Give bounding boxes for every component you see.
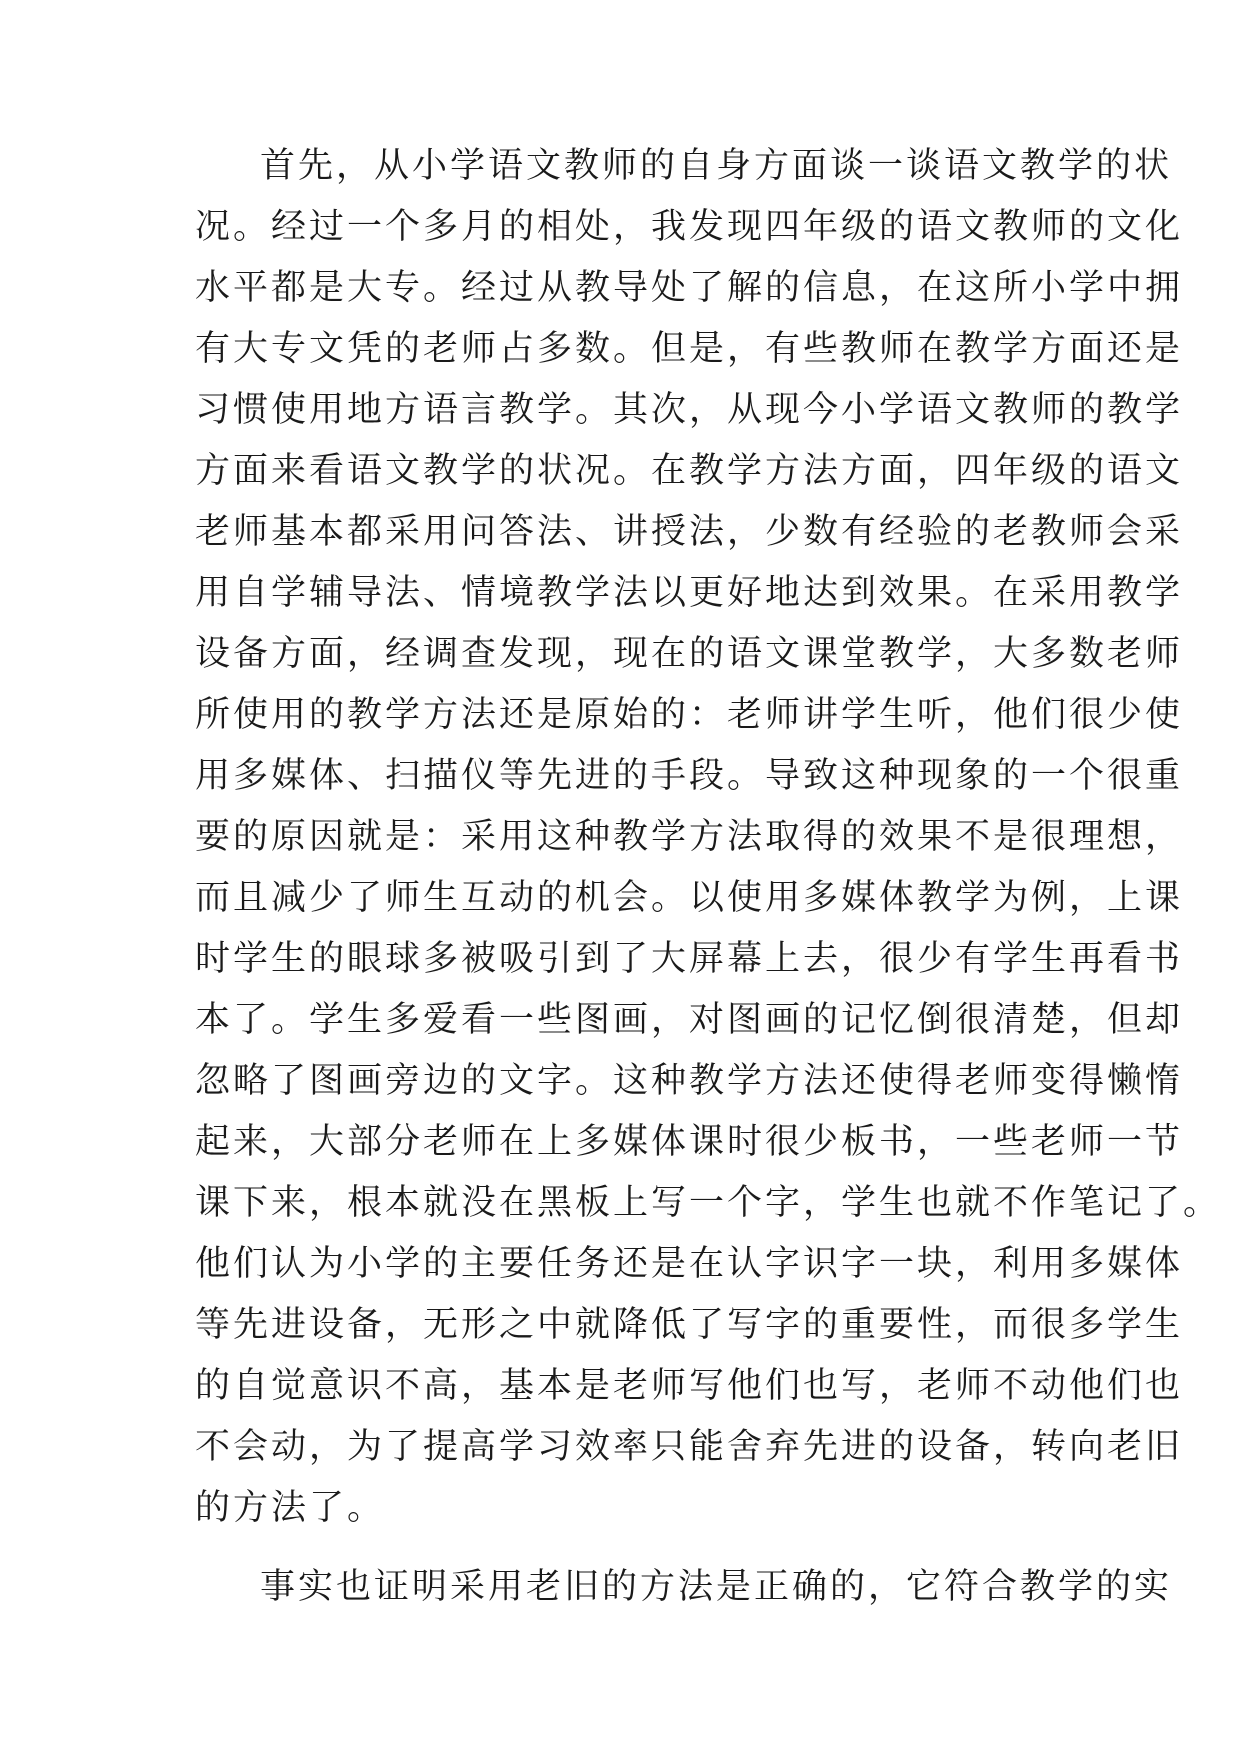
paragraph-1-line-21: 的自觉意识不高，基本是老师写他们也写，老师不动他们也 [195, 1366, 1184, 1406]
paragraph-1-line-5: 习惯使用地方语言教学。其次，从现今小学语文教师的教学 [195, 390, 1184, 430]
paragraph-1-line-2: 况。经过一个多月的相处，我发现四年级的语文教师的文化 [195, 207, 1184, 247]
paragraph-1-line-14: 时学生的眼球多被吸引到了大屏幕上去，很少有学生再看书 [195, 939, 1184, 979]
paragraph-1-line-10: 所使用的教学方法还是原始的：老师讲学生听，他们很少使 [195, 695, 1184, 735]
paragraph-1-line-11: 用多媒体、扫描仪等先进的手段。导致这种现象的一个很重 [195, 756, 1184, 796]
paragraph-1-line-13: 而且减少了师生互动的机会。以使用多媒体教学为例，上课 [195, 878, 1184, 918]
paragraph-1-line-3: 水平都是大专。经过从教导处了解的信息，在这所小学中拥 [195, 268, 1184, 308]
paragraph-1-line-12: 要的原因就是：采用这种教学方法取得的效果不是很理想， [195, 817, 1184, 857]
paragraph-1-line-1: 首先，从小学语文教师的自身方面谈一谈语文教学的状 [260, 146, 1173, 186]
paragraph-1-line-19: 他们认为小学的主要任务还是在认字识字一块，利用多媒体 [195, 1244, 1184, 1284]
paragraph-1-line-6: 方面来看语文教学的状况。在教学方法方面，四年级的语文 [195, 451, 1184, 491]
paragraph-1-line-23: 的方法了。 [195, 1488, 386, 1528]
paragraph-1-line-17: 起来，大部分老师在上多媒体课时很少板书，一些老师一节 [195, 1122, 1184, 1162]
paragraph-1-line-18: 课下来，根本就没在黑板上写一个字，学生也就不作笔记了。 [195, 1183, 1222, 1223]
paragraph-1-line-8: 用自学辅导法、情境教学法以更好地达到效果。在采用教学 [195, 573, 1184, 613]
paragraph-1-line-9: 设备方面，经调查发现，现在的语文课堂教学，大多数老师 [195, 634, 1184, 674]
paragraph-1-line-15: 本了。学生多爱看一些图画，对图画的记忆倒很清楚，但却 [195, 1000, 1184, 1040]
paragraph-1-line-7: 老师基本都采用问答法、讲授法，少数有经验的老教师会采 [195, 512, 1184, 552]
paragraph-1-line-20: 等先进设备，无形之中就降低了写字的重要性，而很多学生 [195, 1305, 1184, 1345]
paragraph-2-line-1: 事实也证明采用老旧的方法是正确的，它符合教学的实 [260, 1567, 1173, 1607]
paragraph-1-line-22: 不会动，为了提高学习效率只能舍弃先进的设备，转向老旧 [195, 1427, 1184, 1467]
paragraph-1-line-16: 忽略了图画旁边的文字。这种教学方法还使得老师变得懒惰 [195, 1061, 1184, 1101]
paragraph-1-line-4: 有大专文凭的老师占多数。但是，有些教师在教学方面还是 [195, 329, 1184, 369]
